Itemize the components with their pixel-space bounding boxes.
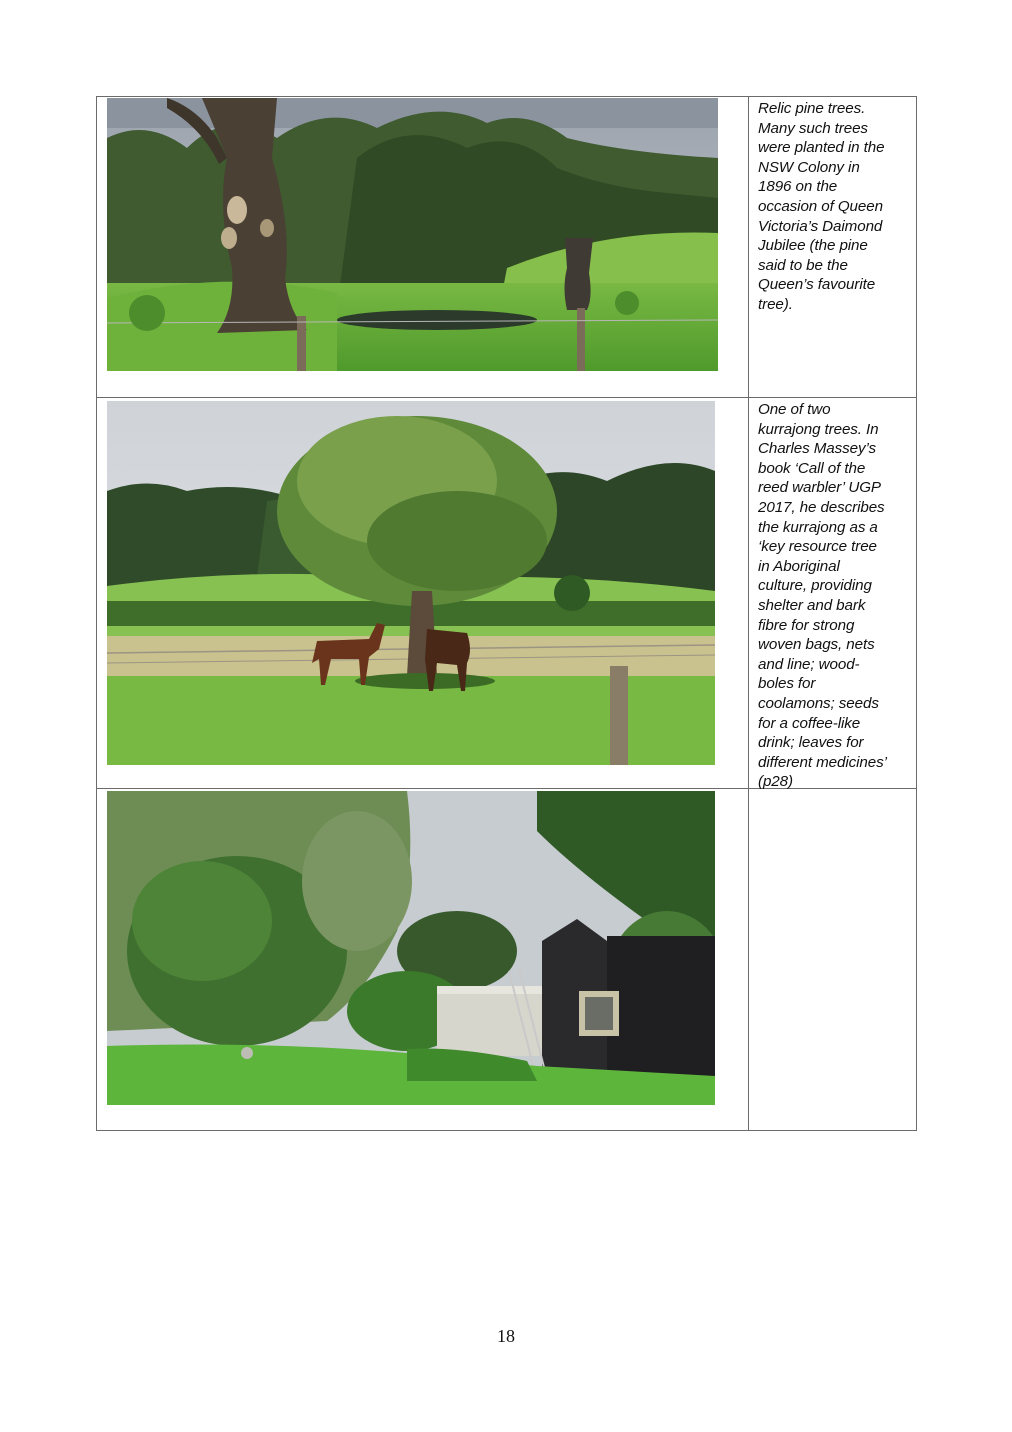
caption-kurrajong-trees: One of two kurrajong trees. In Charles Massey’s book ‘Call of the reed warbler’ UGP 2017, he describes the kurrajong as a ‘key resource tree in Aboriginal culture, providing shelter and bark fibre for strong woven bags, nets and line; wood- boles for coolamons; seeds for a coffee-like drink; leaves for different medicines’ (p28) <box>758 401 887 791</box>
table-column-divider <box>748 96 749 1131</box>
table-border-right <box>916 96 917 1131</box>
table-border-left <box>96 96 97 1131</box>
photo-kurrajong-horses <box>107 401 715 765</box>
photo-relic-pine-trees <box>107 98 718 371</box>
table-border-top <box>96 96 916 97</box>
page-number: 18 <box>497 1326 515 1346</box>
caption-relic-pine-trees: Relic pine trees. Many such trees were planted in the NSW Colony in 1896 on the occasion of Queen Victoria’s Daimond Jubilee (the pine said to be the Queen’s favourite tree). <box>758 100 885 313</box>
table-border-bottom <box>96 1130 916 1131</box>
photo-cottage-trees <box>107 791 715 1105</box>
table-row-divider <box>96 397 916 398</box>
